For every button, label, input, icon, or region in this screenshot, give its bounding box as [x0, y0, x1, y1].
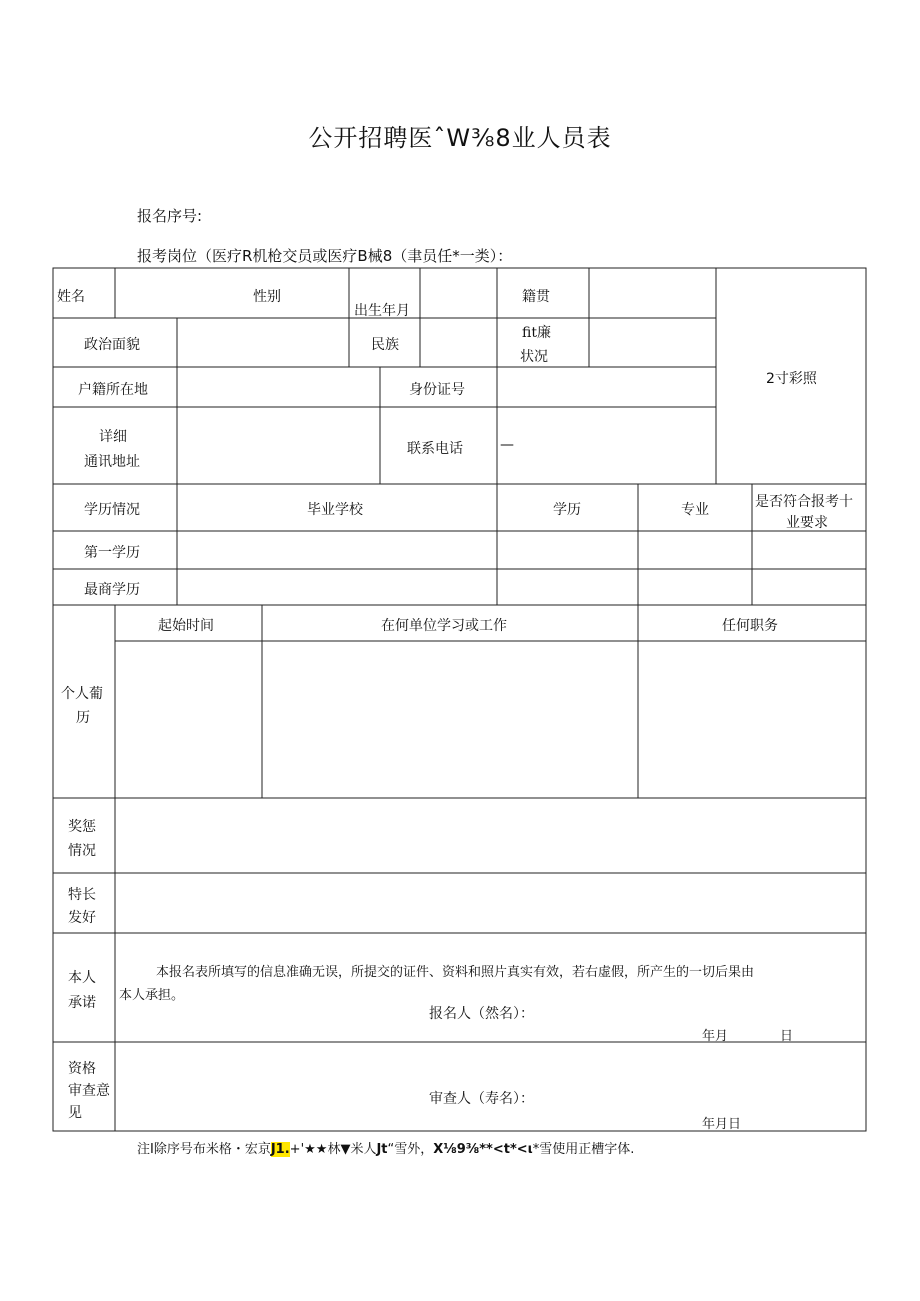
highest-degree-label: 最商学历 [84, 582, 140, 598]
footnote-part-5: “雪外， [387, 1142, 434, 1157]
education-header-label: 学历情况 [84, 502, 140, 518]
pledge-text-line1: 本报名表所填写的信息准确无误，所提交的证件、资料和照片真实有效，若右虚假，所产生的一切后果由 [156, 965, 755, 980]
form-title: 公开招聘医ˆW⅜8业人员表 [308, 124, 612, 152]
degree-header-label: 学历 [553, 502, 581, 518]
photo-placeholder: 2寸彩照 [766, 371, 817, 387]
address-label-line1: 详细 [99, 429, 127, 445]
skills-label-line1: 特长 [68, 887, 96, 903]
meets-requirement-label-line2: 业要求 [786, 515, 828, 531]
marital-status-label-line1: fit廉 [522, 325, 551, 341]
job-title-header: 任何职务 [722, 618, 778, 634]
review-label-line1: 资格 [68, 1061, 96, 1077]
meets-requirement-label-line1: 是否符合报考十 [755, 494, 853, 510]
serial-number-label: 报名序号: [137, 207, 203, 225]
birth-date-label: 出生年月 [354, 303, 410, 319]
work-unit-header: 在何单位学习或工作 [381, 618, 507, 634]
id-number-label: 身份证号 [409, 382, 465, 398]
resume-label-line1: 个人葡 [61, 686, 103, 702]
review-label-line3: 见 [68, 1105, 82, 1121]
review-label-line2: 审查意 [68, 1083, 110, 1099]
applicant-date-label: 年月 日 [702, 1029, 794, 1044]
resume-label-line2: 历 [76, 710, 90, 726]
footnote [137, 1138, 634, 1157]
address-label-line2: 通讯地址 [84, 454, 140, 470]
household-registration-label: 户籍所在地 [78, 382, 148, 398]
native-place-label: 籍贯 [522, 289, 550, 305]
footnote-highlight: J1. [270, 1142, 290, 1157]
applicant-signature-label: 报名人（然名）： [429, 1006, 534, 1022]
phone-label: 联系电话 [407, 441, 463, 457]
skills-label-line2: 发好 [68, 910, 96, 926]
ethnicity-label: 民族 [371, 337, 399, 353]
name-label: 姓名 [57, 289, 85, 305]
reviewer-date-label: 年月日 [702, 1117, 742, 1132]
phone-value: — [500, 437, 514, 453]
applied-post-label: 报考岗位（医疗R机枪交员或医疗B械8（聿员任*一类）： [137, 247, 513, 265]
gender-label: 性别 [253, 289, 281, 305]
pledge-text-line2: 本人承担。 [119, 988, 185, 1003]
pledge-label-line1: 本人 [68, 970, 96, 986]
footnote-part-1: 注Ⅰ除序号布米格・宏京 [137, 1142, 271, 1157]
pledge-label-line2: 承诺 [68, 995, 96, 1011]
footnote-part-6: X⅛9⅜**<t*<ι [433, 1142, 533, 1157]
school-header-label: 毕业学校 [307, 502, 363, 518]
footnote-part-7: *雪使用正槽字体. [532, 1142, 635, 1157]
start-time-header: 起始时间 [158, 618, 214, 634]
awards-label-line2: 情况 [68, 843, 96, 859]
political-status-label: 政治面貌 [84, 337, 140, 353]
reviewer-signature-label: 审查人（寿名）： [429, 1091, 534, 1107]
first-degree-label: 第一学历 [84, 545, 140, 561]
footnote-part-4: Jt [376, 1142, 388, 1157]
marital-status-label-line2: 状况 [520, 349, 548, 365]
footnote-part-3: +'★★林▼米人 [289, 1142, 377, 1157]
major-header-label: 专业 [681, 502, 709, 518]
awards-label-line1: 奖惩 [68, 819, 96, 835]
